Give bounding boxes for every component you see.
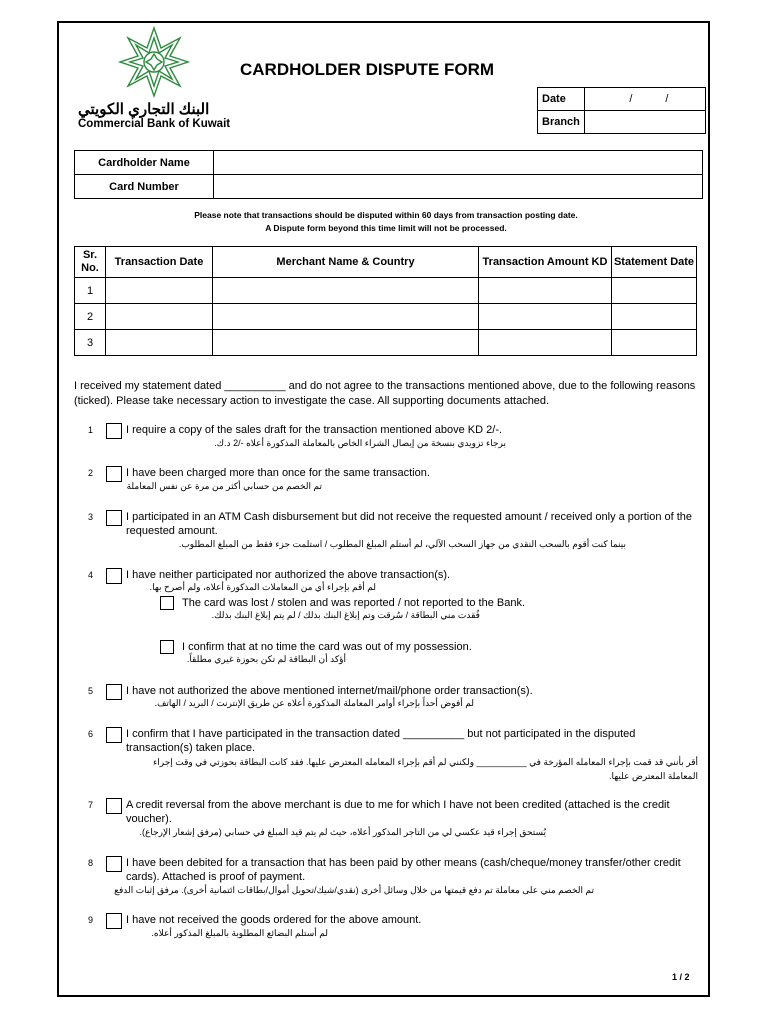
reason-text-arabic: لم أقم بإجراء أي من المعاملات المذكورة أعلاه، ولم أصرح بها. [149, 582, 376, 592]
merchant-cell[interactable] [213, 278, 479, 304]
table-row [75, 278, 697, 304]
reason-checkbox[interactable] [106, 798, 122, 814]
row-number: 2 [75, 304, 106, 330]
amount-cell[interactable] [479, 330, 612, 356]
amount-cell[interactable] [479, 304, 612, 330]
sub-reason-checkbox[interactable] [160, 640, 174, 654]
reason-number: 7 [88, 800, 94, 810]
header-amount: Transaction Amount KD [479, 247, 612, 278]
dispute-note-line2: A Dispute form beyond this time limit will not be processed. [265, 223, 507, 233]
form-title: CARDHOLDER DISPUTE FORM [240, 60, 495, 79]
reason-number: 8 [88, 858, 94, 868]
reason-text-arabic: يُستحق إجراء قيد عكسي لي من التاجر المذكور أعلاه، حيث لم يتم قيد المبلغ في حسابي (مرفق إشعار الإرجاع). [139, 827, 546, 837]
star-emblem-icon [116, 26, 192, 98]
header-statement-date: Statement Date [612, 247, 697, 278]
reason-text: I require a copy of the sales draft for the transaction mentioned above KD 2/-. [126, 424, 503, 436]
date-label: Date [538, 88, 585, 111]
reason-checkbox[interactable] [106, 856, 122, 872]
reason-text: I have not received the goods ordered for the above amount. [126, 914, 422, 926]
reason-checkbox[interactable] [106, 727, 122, 743]
reason-checkbox[interactable] [106, 913, 122, 929]
branch-field[interactable] [584, 111, 705, 134]
reason-checkbox[interactable] [106, 466, 122, 482]
reason-number: 1 [88, 425, 94, 435]
reason-text-arabic: بينما كنت أقوم بالسحب النقدي من جهاز السحب الآلي، لم أستلم المبلغ المطلوب / استلمت جزء فقط من المبلغ المطلوب. [178, 539, 626, 549]
reason-number: 5 [88, 686, 94, 696]
date-branch-table [537, 87, 706, 134]
row-number: 3 [75, 330, 106, 356]
reason-text: I participated in an ATM Cash disbursement but did not receive the requested amount / received only a portion of the requested amount. [126, 511, 693, 537]
reason-number: 9 [88, 915, 94, 925]
statement-intro: I received my statement dated __________ and do not agree to the transactions mentioned above, due to the following reasons (ticked). Please take necessary action to investigate the case. All supporting documents attached. [74, 380, 696, 407]
transaction-date-cell[interactable] [106, 278, 213, 304]
cardholder-name-label: Cardholder Name [75, 151, 214, 175]
card-number-field[interactable] [214, 175, 703, 199]
reason-number: 6 [88, 729, 94, 739]
bank-logo [78, 26, 231, 136]
table-row [75, 330, 697, 356]
cardholder-name-field[interactable] [214, 151, 703, 175]
reason-number: 4 [88, 570, 94, 580]
reason-text: I have been debited for a transaction that has been paid by other means (cash/cheque/money transfer/other credit cards). Attached is proof of payment. [126, 857, 681, 883]
reason-text-arabic: برجاء تزويدي بنسخة من إيصال الشراء الخاص بالمعاملة المذكورة أعلاه -/2 د.ك. [214, 438, 506, 448]
statement-date-cell[interactable] [612, 278, 697, 304]
reason-text-arabic: المعاملة المعترض عليها. [609, 771, 698, 781]
reason-text-arabic: تم الخصم من حسابي أكثر من مرة عن نفس المعاملة [126, 481, 322, 491]
reason-checkbox[interactable] [106, 423, 122, 439]
reason-checkbox[interactable] [106, 568, 122, 584]
date-separator: / [629, 93, 633, 105]
bank-name-arabic: البنك التجاري الكويتي [78, 101, 210, 118]
reason-text: I have neither participated nor authorized the above transaction(s). [126, 569, 451, 581]
merchant-cell[interactable] [213, 304, 479, 330]
bank-name-english: Commercial Bank of Kuwait [78, 118, 231, 130]
sub-reason-text-arabic: أؤكد أن البطاقة لم تكن بحوزة غيري مطلقاً. [186, 654, 346, 664]
statement-date-cell[interactable] [612, 330, 697, 356]
reason-text: I have not authorized the above mentioned internet/mail/phone order transaction(s). [126, 685, 533, 697]
reason-text-arabic: أقر بأنني قد قمت بإجراء المعامله المؤرخة في __________ ولكنني لم أقم بإجراء المعامله المعترض عليها. فقد كانت البطاقة بحوزتي في وقت إجراء [153, 757, 698, 767]
sub-reason-text: The card was lost / stolen and was reported / not reported to the Bank. [182, 597, 526, 609]
table-row [75, 304, 697, 330]
header-sr-no: Sr. No. [75, 247, 106, 278]
reason-text: I have been charged more than once for the same transaction. [126, 467, 430, 479]
reason-checkbox[interactable] [106, 510, 122, 526]
branch-label: Branch [538, 111, 585, 134]
transaction-date-cell[interactable] [106, 304, 213, 330]
sub-reason-text-arabic: فُقدت مني البطاقة / سُرقت وتم إبلاغ البنك بذلك / لم يتم إبلاغ البنك بذلك. [211, 610, 480, 620]
page-number: 1 / 2 [672, 972, 690, 982]
reason-text: I confirm that I have participated in the transaction dated __________ but not participated in the disputed transaction(s) taken place. [126, 728, 636, 754]
header-merchant: Merchant Name & Country [213, 247, 479, 278]
transaction-date-cell[interactable] [106, 330, 213, 356]
sub-reason-checkbox[interactable] [160, 596, 174, 610]
date-field[interactable] [584, 88, 705, 111]
cardholder-table [74, 150, 703, 199]
reason-number: 3 [88, 512, 94, 522]
header-transaction-date: Transaction Date [106, 247, 213, 278]
dispute-note-line1: Please note that transactions should be disputed within 60 days from transaction posting date. [194, 210, 578, 220]
transactions-table [74, 246, 697, 356]
reason-text: A credit reversal from the above merchant is due to me for which I have not been credited (attached is the credit voucher). [126, 799, 670, 825]
row-number: 1 [75, 278, 106, 304]
reason-checkbox[interactable] [106, 684, 122, 700]
card-number-label: Card Number [75, 175, 214, 199]
sub-reason-text: I confirm that at no time the card was out of my possession. [182, 641, 472, 653]
reason-text-arabic: لم أفوض أحداً بإجراء أوامر المعاملة المذكورة أعلاه عن طريق الإنترنت / البريد / الهاتف. [154, 698, 474, 708]
reason-text-arabic: تم الخصم مني على معاملة تم دفع قيمتها من خلال وسائل أخرى (نقدي/شيك/تحويل أموال/بطاقات ائتمانية أخرى). مرفق إثبات الدفع [114, 885, 594, 895]
merchant-cell[interactable] [213, 330, 479, 356]
amount-cell[interactable] [479, 278, 612, 304]
statement-date-cell[interactable] [612, 304, 697, 330]
date-separator: / [665, 93, 669, 105]
reason-number: 2 [88, 468, 94, 478]
reason-text-arabic: لم أستلم البضائع المطلوبة بالمبلغ المذكور أعلاه. [151, 928, 328, 938]
